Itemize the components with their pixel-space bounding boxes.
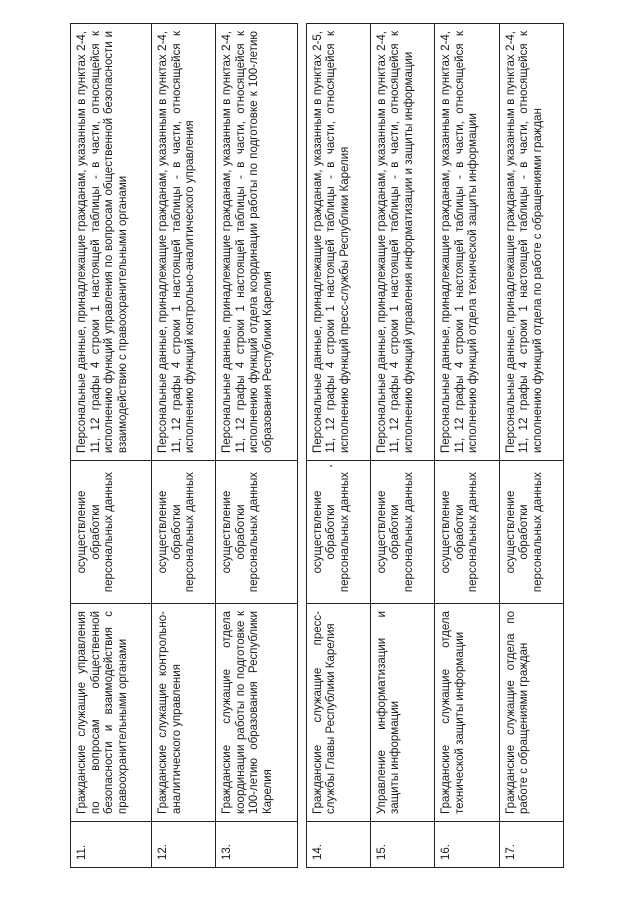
row-action: осуществление обработки персональных данных bbox=[370, 461, 434, 604]
row-action: осуществление обработки персональных данных bbox=[435, 461, 499, 604]
table-row bbox=[71, 24, 152, 868]
table-row bbox=[435, 24, 499, 868]
row-description: Персональные данные, принадлежащие гражданам, указанным в пунктах 2-5, 11, 12 графы 4 строки 1 настоящей таблицы - в части, относящейся к исполнению функций пресс-службы Республики Карелия bbox=[306, 24, 370, 461]
row-action: осуществление обработки персональных данных bbox=[71, 461, 152, 604]
row-number: 11. bbox=[71, 822, 152, 868]
row-number: 17. bbox=[499, 822, 563, 868]
personal-data-table bbox=[70, 23, 564, 868]
row-organization: Гражданские служащие контрольно-аналитического управления bbox=[152, 604, 216, 822]
row-organization: Гражданские служащие отдела координации работы по подготовке к 100-летию образования Республики Карелия bbox=[216, 604, 297, 822]
row-number: 14. bbox=[306, 822, 370, 868]
row-action: осуществление обработки персональных данных bbox=[152, 461, 216, 604]
table-row bbox=[370, 24, 434, 868]
row-organization: Гражданские служащие отдела по работе с обращениями граждан bbox=[499, 604, 563, 822]
scan-speck bbox=[330, 465, 332, 467]
row-number: 13. bbox=[216, 822, 297, 868]
table-row bbox=[499, 24, 563, 868]
row-number: 15. bbox=[370, 822, 434, 868]
row-organization: Управление информатизации и защиты информации bbox=[370, 604, 434, 822]
row-description: Персональные данные, принадлежащие гражданам, указанным в пунктах 2-4, 11, 12 графы 4 строки 1 настоящей таблицы - в части, относящейся к исполнению функций управления информатизации и защиты информации bbox=[370, 24, 434, 461]
row-action: осуществление обработки персональных данных bbox=[499, 461, 563, 604]
row-number: 12. bbox=[152, 822, 216, 868]
gap-cell bbox=[297, 24, 306, 868]
table-container bbox=[70, 23, 564, 868]
row-action: осуществление обработки персональных данных bbox=[306, 461, 370, 604]
row-organization: Гражданские служащие пресс-службы Главы Республики Карелия bbox=[306, 604, 370, 822]
row-description: Персональные данные, принадлежащие гражданам, указанным в пунктах 2-4, 11, 12 графы 4 строки 1 настоящей таблицы - в части, относящейся к исполнению функций отдела технической защиты информации bbox=[435, 24, 499, 461]
row-organization: Гражданские служащие управления по вопросам общественной безопасности и взаимодействия с правоохранительными органами bbox=[71, 604, 152, 822]
row-description: Персональные данные, принадлежащие гражданам, указанным в пунктах 2-4, 11, 12 графы 4 строки 1 настоящей таблицы - в части, относящейся к исполнению функций контрольно-аналитического управления bbox=[152, 24, 216, 461]
row-action: осуществление обработки персональных данных bbox=[216, 461, 297, 604]
row-description: Персональные данные, принадлежащие гражданам, указанным в пунктах 2-4, 11, 12 графы 4 строки 1 настоящей таблицы - в части, относящейся к исполнению функций отдела координации работы по подготовке к 100-летию образования Республики Карелия bbox=[216, 24, 297, 461]
table-row bbox=[306, 24, 370, 868]
row-description: Персональные данные, принадлежащие гражданам, указанным в пунктах 2-4, 11, 12 графы 4 строки 1 настоящей таблицы - в части, относящейся к исполнению функций отдела по работе с обращениями граждан bbox=[499, 24, 563, 461]
row-organization: Гражданские служащие отдела технической защиты информации bbox=[435, 604, 499, 822]
row-description: Персональные данные, принадлежащие гражданам, указанным в пунктах 2-4, 11, 12 графы 4 строки 1 настоящей таблицы - в части, относящейся к исполнению функций управления по вопросам общественной безопасности и взаимодействию с правоохранительными органами bbox=[71, 24, 152, 461]
table-row bbox=[216, 24, 297, 868]
row-number: 16. bbox=[435, 822, 499, 868]
row-gap bbox=[297, 24, 306, 868]
table-row bbox=[152, 24, 216, 868]
